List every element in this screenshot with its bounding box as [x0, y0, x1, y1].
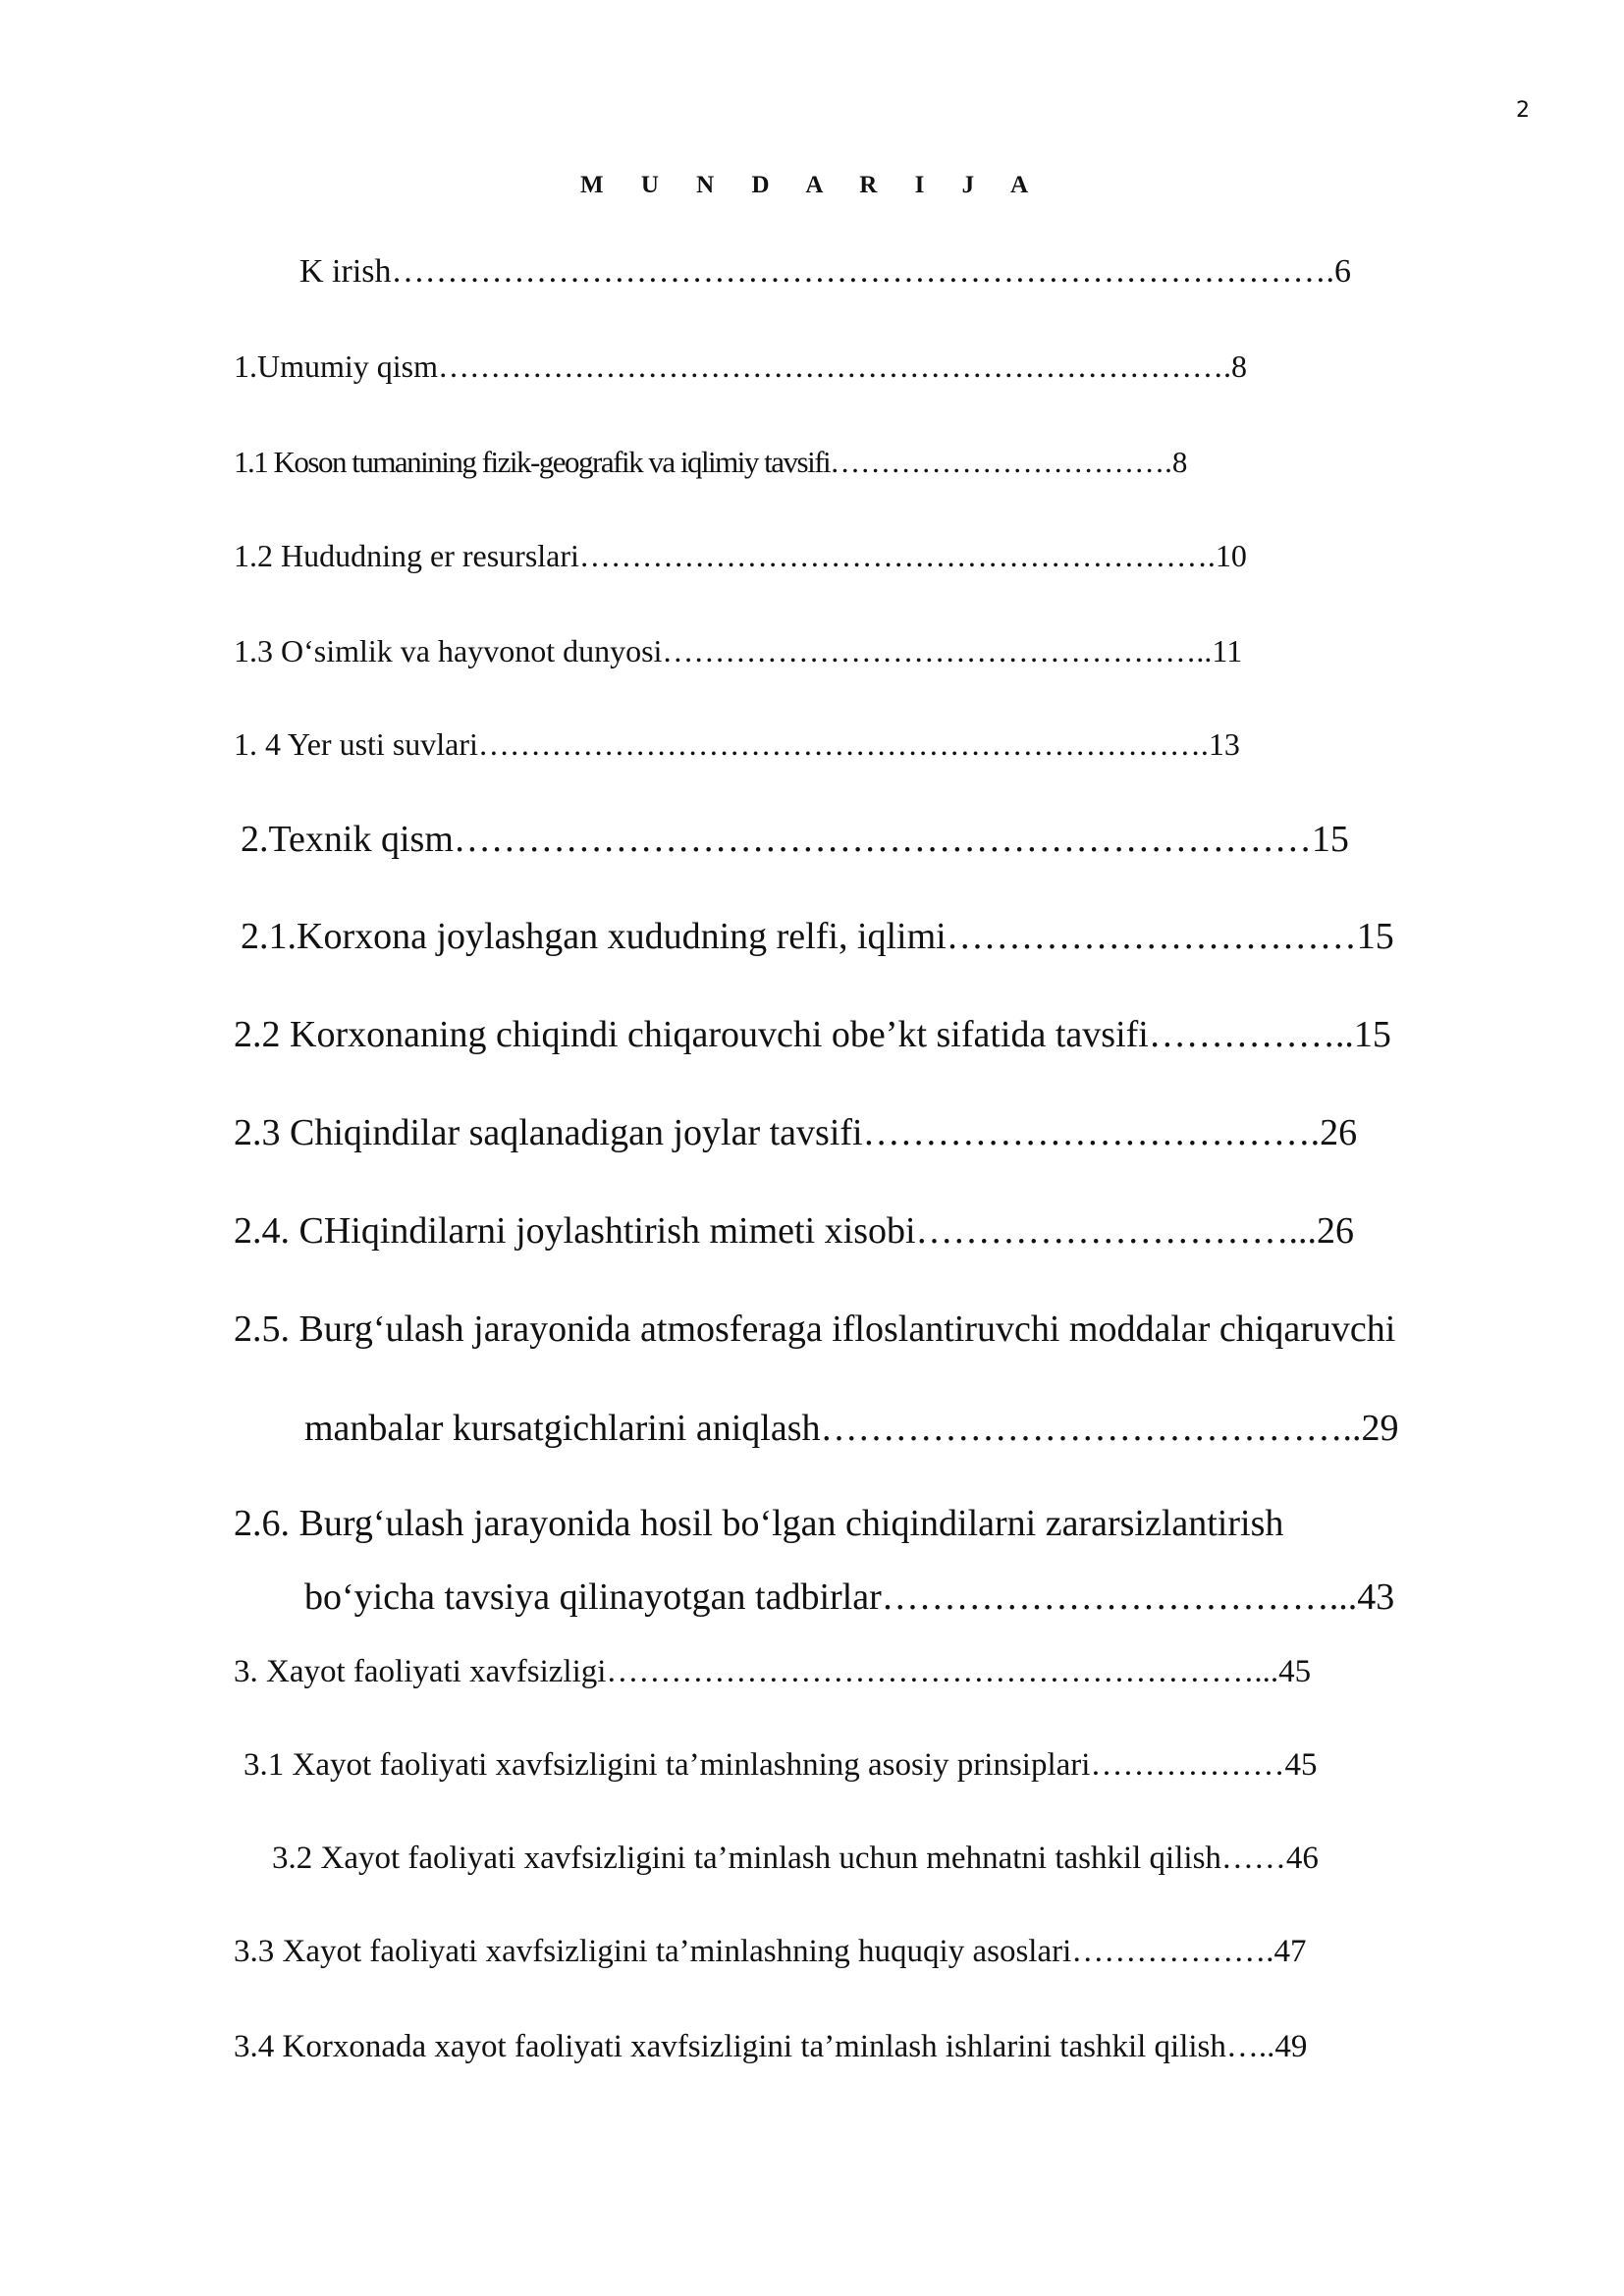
toc-entry-texnik-qism[interactable]: [241, 818, 1349, 861]
toc-page-number: 11: [1212, 633, 1243, 668]
toc-entry-2-3[interactable]: [234, 1111, 1357, 1154]
toc-leader-dots: ……………………………………………………...: [606, 1654, 1279, 1689]
toc-entry-2-5-continuation[interactable]: [304, 1407, 1399, 1450]
toc-entry-3-2[interactable]: [272, 1841, 1319, 1877]
toc-page-number: 15: [1353, 1014, 1391, 1055]
toc-entry-label: 1.1 Koson tumanining fizik-geografik va iqlimiy tavsifi: [234, 445, 831, 479]
toc-entry-1-3[interactable]: [234, 633, 1242, 669]
toc-entry-label: 3.1 Xayot faoliyati xavfsizligini ta’minlashning asosiy prinsiplari: [244, 1747, 1091, 1783]
toc-page-number: 49: [1274, 2029, 1308, 2064]
toc-entry-label: K irish: [299, 253, 392, 290]
toc-entry-2-2[interactable]: [234, 1013, 1391, 1056]
toc-entry-label: 2.2 Korxonaning chiqindi chiqarouvchi obe’kt sifatida tavsifi: [234, 1014, 1149, 1055]
toc-leader-dots: ……………………………………………..: [662, 633, 1213, 668]
toc-leader-dots: ……………..: [1148, 1014, 1354, 1055]
toc-leader-dots: ………………………………………………………………………….: [391, 253, 1334, 290]
toc-entry-3-1[interactable]: [244, 1747, 1317, 1784]
toc-entry-2-5[interactable]: [234, 1308, 1395, 1351]
toc-leader-dots: ………………: [1090, 1747, 1285, 1783]
toc-page-number: 13: [1208, 726, 1240, 762]
toc-entry-label: 3.4 Korxonada xayot faoliyati xavfsizligini ta’minlash ishlarini tashkil qilish: [234, 2029, 1226, 2064]
toc-leader-dots: ……………………………………………………………: [453, 819, 1312, 860]
toc-leader-dots: …………………………………………………………….: [477, 726, 1209, 762]
toc-leader-dots: …………………………………………………….: [578, 538, 1216, 573]
toc-entry-label: 3. Xayot faoliyati xavfsizligi: [234, 1654, 607, 1689]
toc-page-number: 8: [1231, 348, 1248, 384]
toc-page-number: 6: [1334, 253, 1351, 290]
toc-page-number: 15: [1311, 819, 1349, 860]
toc-entry-3-3[interactable]: [234, 1934, 1307, 1970]
toc-page-number: 10: [1215, 538, 1247, 573]
toc-entry-label: 2.3 Chiqindilar saqlanadigan joylar tavsifi: [234, 1112, 863, 1153]
toc-entry-label-line2: bo‘yicha tavsiya qilinayotgan tadbirlar: [304, 1576, 882, 1618]
toc-leader-dots: ……………………………………..: [820, 1408, 1362, 1449]
toc-entry-label: 2.4. CHiqindilarni joylashtirish mimeti xisobi: [234, 1210, 916, 1252]
toc-leader-dots: ……………………………: [946, 916, 1357, 957]
toc-entry-label: 2.Texnik qism: [241, 819, 454, 860]
toc-entry-label: 3.2 Xayot faoliyati xavfsizligini ta’minlash uchun mehnatni tashkil qilish: [272, 1841, 1221, 1876]
toc-page-number: 29: [1361, 1408, 1399, 1449]
toc-page-number: 15: [1356, 916, 1394, 957]
toc-entry-label: 2.5. Burg‘ulash jarayonida atmosferaga ifloslantiruvchi moddalar chiqaruvchi: [234, 1308, 1396, 1350]
toc-entry-1-1[interactable]: [234, 445, 1186, 480]
toc-entry-3-4[interactable]: [234, 2029, 1307, 2065]
toc-entry-2-6[interactable]: [234, 1502, 1283, 1545]
toc-page-number: 46: [1285, 1841, 1319, 1876]
toc-leader-dots: …………………………...: [915, 1210, 1318, 1252]
toc-page-number: 26: [1320, 1112, 1358, 1153]
toc-leader-dots: ……: [1220, 1841, 1286, 1876]
toc-page-number: 47: [1273, 1934, 1307, 1969]
toc-entry-1-2[interactable]: [234, 538, 1247, 574]
toc-page-number: 26: [1317, 1210, 1355, 1252]
toc-entry-label: 1.Umumiy qism: [234, 348, 439, 384]
toc-leader-dots: …..: [1225, 2029, 1275, 2064]
toc-entry-1-4[interactable]: [234, 726, 1240, 763]
toc-leader-dots: ……………………………….: [862, 1112, 1321, 1153]
toc-entry-label: 2.1.Korxona joylashgan xududning relfi, iqlimi: [241, 916, 947, 957]
page-number: 2: [1516, 98, 1530, 123]
toc-page-number: 43: [1357, 1576, 1395, 1618]
toc-entry-2-1[interactable]: [241, 915, 1394, 958]
toc-entry-label: 3.3 Xayot faoliyati xavfsizligini ta’minlashning huquqiy asoslari: [234, 1934, 1072, 1969]
toc-page-number: 8: [1171, 445, 1186, 479]
toc-entry-kirish[interactable]: [299, 253, 1351, 291]
toc-entry-umumiy-qism[interactable]: [234, 348, 1247, 385]
toc-leader-dots: …………………………….: [830, 445, 1172, 479]
toc-entry-label: 1. 4 Yer usti suvlari: [234, 726, 478, 762]
toc-entry-3[interactable]: [234, 1654, 1311, 1690]
toc-page-number: 45: [1284, 1747, 1318, 1783]
toc-entry-label: 1.2 Hududning er resurslari: [234, 538, 579, 573]
toc-entry-label: 1.3 O‘simlik va hayvonot dunyosi: [234, 633, 663, 668]
toc-entry-2-4[interactable]: [234, 1209, 1354, 1253]
toc-leader-dots: ……………….: [1071, 1934, 1274, 1969]
toc-entry-2-6-continuation[interactable]: [304, 1575, 1394, 1619]
toc-entry-label-line2: manbalar kursatgichlarini aniqlash: [304, 1408, 821, 1449]
toc-leader-dots: ………………………………………………………………….: [438, 348, 1232, 384]
toc-page-number: 45: [1278, 1654, 1312, 1689]
page-title: M U N D A R I J A: [579, 172, 1044, 198]
toc-leader-dots: ………………………………...: [881, 1576, 1358, 1618]
toc-entry-label: 2.6. Burg‘ulash jarayonida hosil bo‘lgan chiqindilarni zararsizlantirish: [234, 1503, 1284, 1544]
